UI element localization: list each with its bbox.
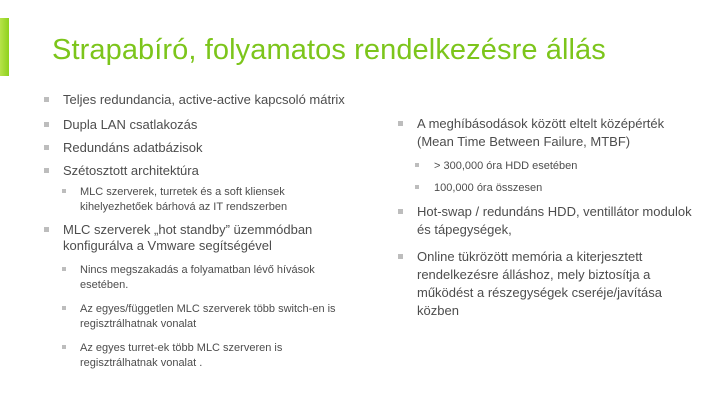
list-item (398, 115, 698, 151)
list-subitem (44, 341, 354, 371)
list-subitem (398, 181, 698, 195)
item-text: MLC szerverek „hot standby” üzemmódban konfigurálva a Vmware segítségével (63, 222, 313, 253)
right-column (398, 115, 698, 320)
item-text: Dupla LAN csatlakozás (63, 117, 198, 132)
bullet-icon (62, 306, 66, 310)
bullet-icon (44, 168, 49, 173)
accent-bar (0, 18, 9, 76)
bullet-icon (62, 189, 66, 193)
list-item (44, 140, 354, 156)
bullet-icon (44, 122, 49, 127)
list-subitem (44, 185, 354, 215)
list-subitem (44, 302, 354, 332)
left-column (44, 92, 354, 371)
bullet-icon (415, 163, 419, 167)
item-text: Az egyes turret-ek több MLC szerveren is regisztrálhatnak vonalat . (80, 342, 283, 369)
list-item (44, 92, 354, 108)
bullet-icon (398, 121, 403, 126)
item-text: > 300,000 óra HDD esetében (434, 160, 578, 172)
item-text: A meghíbásodások között eltelt középérték (Mean Time Between Failure, MTBF) (417, 116, 665, 149)
item-text: Online tükrözött memória a kiterjesztett rendelkezésre álláshoz, mely biztosítja a működést a részegységek cseréje/javítása közben (417, 249, 662, 318)
item-text: Teljes redundancia, active-active kapcsoló mátrix (63, 92, 345, 107)
bullet-icon (44, 97, 49, 102)
list-item (44, 117, 354, 133)
list-item (44, 222, 354, 254)
bullet-icon (44, 145, 49, 150)
item-text: Redundáns adatbázisok (63, 140, 203, 155)
bullet-icon (415, 185, 419, 189)
item-text: Az egyes/független MLC szerverek több switch-en is regisztrálhatnak vonalat (80, 303, 336, 330)
item-text: Nincs megszakadás a folyamatban lévő hívások esetében. (80, 264, 315, 291)
item-text: Hot-swap / redundáns HDD, ventillátor modulok és tápegységek, (417, 204, 692, 237)
item-text: MLC szerverek, turretek és a soft kliensek kihelyezhetőek bárhová az IT rendszerben (80, 186, 288, 213)
list-item (398, 248, 698, 320)
list-item (398, 203, 698, 239)
item-text: Szétosztott architektúra (63, 163, 199, 178)
slide-title: Strapabíró, folyamatos rendelkezésre állás (52, 34, 606, 66)
list-subitem (398, 159, 698, 173)
list-item (44, 163, 354, 179)
list-subitem (44, 263, 354, 293)
bullet-icon (398, 254, 403, 259)
bullet-icon (62, 345, 66, 349)
bullet-icon (398, 209, 403, 214)
bullet-icon (62, 267, 66, 271)
item-text: 100,000 óra összesen (434, 182, 543, 194)
bullet-icon (44, 227, 49, 232)
